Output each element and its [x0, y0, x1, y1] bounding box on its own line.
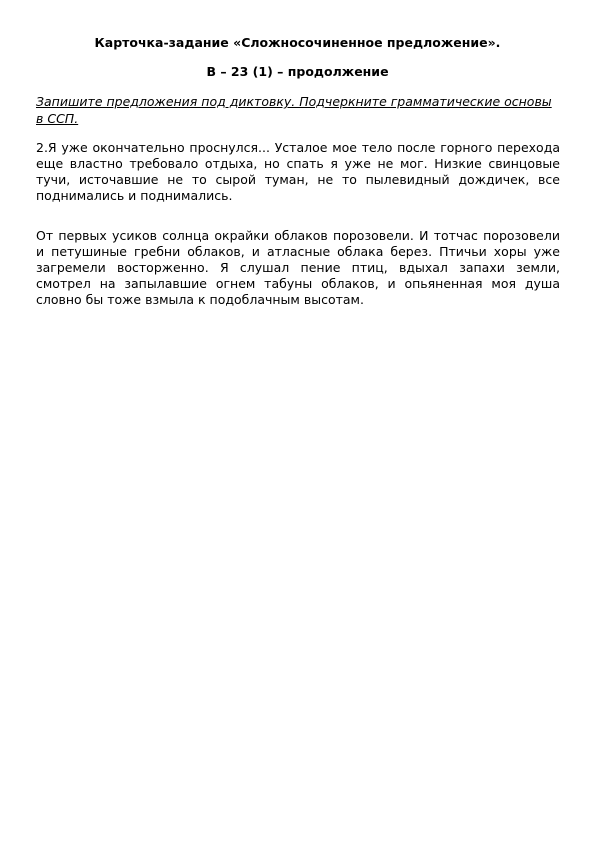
task-instruction: Запишите предложения под диктовку. Подчеркните грамматические основы в ССП. [36, 94, 552, 126]
text-paragraph-2: От первых усиков солнца окрайки облаков порозовели. И тотчас порозовели и петушиные гребни облаков, и атласные облака берез. Птичьи хоры уже загремели восторженно. Я слушал пение птиц, вдыхал запахи земли, смотрел на запылавшие огнем табуны облаков, и опьяненная моя душа словно бы тоже взмыла к подоблачным высотам. [36, 228, 560, 307]
document-title: Карточка-задание «Сложносочиненное предложение». [94, 35, 501, 50]
text-paragraph-1: 2.Я уже окончательно проснулся... Усталое мое тело после горного перехода еще властно требовало отдыха, но спать я уже не мог. Низкие свинцовые тучи, источавшие не то сырой туман, не то пылевидный дождичек, все поднимались и поднимались. [36, 140, 560, 203]
document-subtitle: В – 23 (1) – продолжение [206, 64, 389, 79]
